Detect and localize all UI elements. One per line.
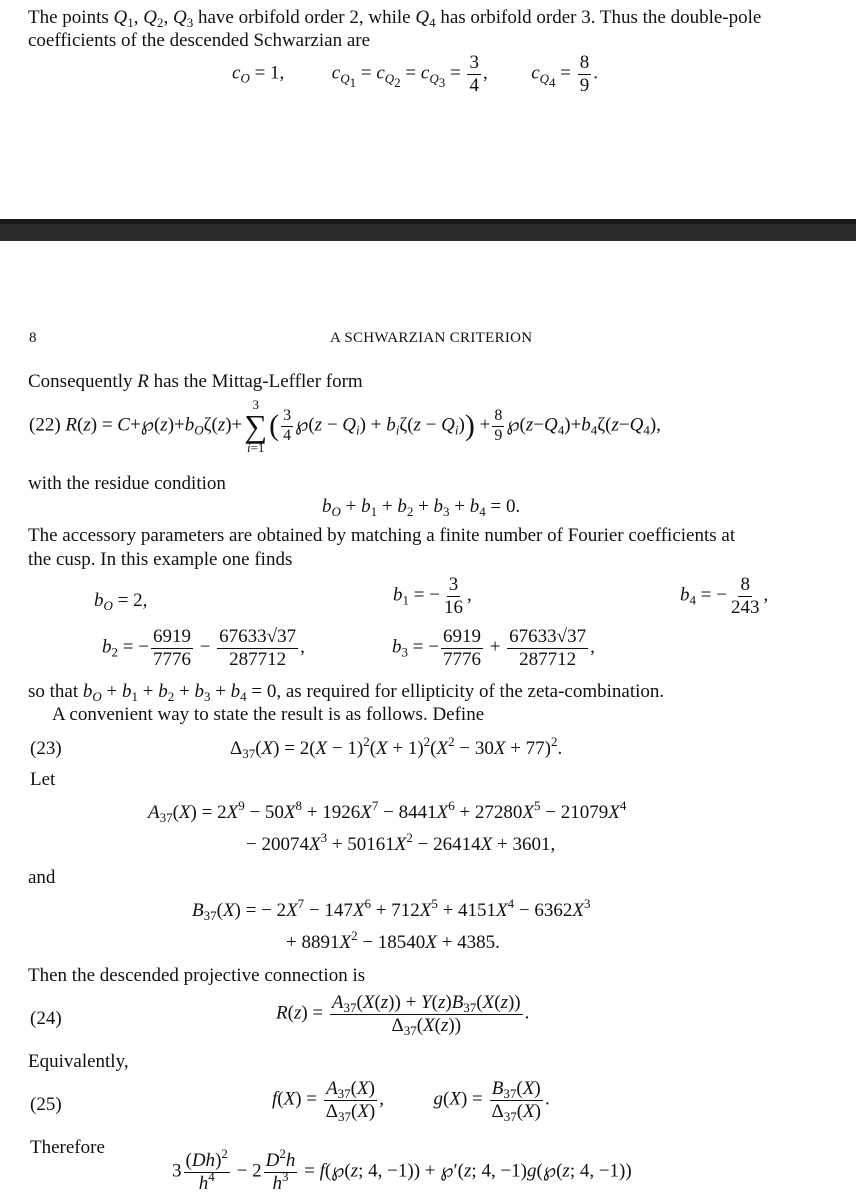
b2-value: $b_2$ = − $\frac{6919}{7776}$ − $\frac{67633√37}{287712}$ ,: [102, 626, 305, 670]
equation-23: $\Delta_{37}(X) = 2(X - 1)^2(X + 1)^2(X^2 - 30X + 77)^2$.: [230, 734, 563, 761]
paragraph-mittag-leffler: Consequently R has the Mittag-Leffler form: [28, 371, 363, 392]
paragraph-residue: with the residue condition: [28, 473, 226, 494]
b1-value: $b_1$ = − $\frac{3}{16}$ ,: [393, 574, 472, 618]
equation-24: R(z) = $\frac{A_{37}(X(z)) + Y(z)B_{37}(X(z))}{\Delta_{37}(X(z))}$ .: [276, 992, 530, 1038]
top-line-2: coefficients of the descended Schwarzian are: [28, 30, 371, 51]
b4-value: $b_4$ = − $\frac{8}{243}$ ,: [680, 574, 769, 618]
b-o-value: $b_O = 2$,: [94, 590, 148, 613]
top-line-1: The points $Q_1$, $Q_2$, $Q_3$ have orbifold order 2, while $Q_4$ has orbifold order 3. Thus the double-pole: [28, 7, 762, 30]
eq24-label: (24): [30, 1008, 62, 1029]
therefore-text: Therefore: [30, 1137, 105, 1158]
equation-25: f(X) = $\frac{A_{37}(X)}{\Delta_{37}(X)}$ , g(X) = $\frac{B_{37}(X)}{\Delta_{37}(X)}$ .: [272, 1078, 550, 1124]
paragraph-projective-connection: Then the descended projective connection is: [28, 965, 366, 986]
running-head: A SCHWARZIAN CRITERION: [330, 330, 533, 346]
B37-line-1: $B_{37}(X)$ = − $2X^7 - 147X^6 + 712X^5 + 4151X^4 - 6362X^3$: [192, 896, 591, 923]
eq22-label: (22): [29, 414, 61, 436]
let-text: Let: [30, 769, 56, 790]
paragraph-accessory-2: the cusp. In this example one finds: [28, 549, 293, 570]
paragraph-accessory-1: The accessory parameters are obtained by matching a finite number of Fourier coefficients at: [28, 525, 736, 546]
eq25-label: (25): [30, 1094, 62, 1115]
paragraph-define: A convenient way to state the result is as follows. Define: [52, 704, 485, 725]
A37-line-2: − $20074X^3 + 50161X^2 - 26414X + 3601$,: [246, 830, 556, 855]
equation-22: (22) $R(z) = C+℘(z)+b_O\zeta(z)+$ 3 ∑ i=1 ( $\frac{3}{4}$ ℘(z − $Q_i) + b_i\zeta(z - Q_i)$) + $\frac{8}{9}$ $℘(z-Q_4)+b_4\zeta(z-Q_4)$,: [29, 397, 661, 455]
equivalently-text: Equivalently,: [28, 1051, 129, 1072]
b3-value: $b_3$ = − $\frac{6919}{7776}$ + $\frac{67633√37}{287712}$ ,: [392, 626, 595, 670]
and-text: and: [28, 867, 56, 888]
B37-line-2: + $8891X^2 - 18540X + 4385$.: [286, 928, 500, 953]
residue-equation: $b_O + b_1 + b_2 + b_3 + b_4 = 0$.: [322, 496, 521, 519]
A37-line-1: $A_{37}(X) = 2X^9 - 50X^8 + 1926X^7 - 8441X^6 + 27280X^5 - 21079X^4$: [148, 798, 627, 825]
final-equation: 3 $\frac{(Dh)^2}{h^4}$ − 2 $\frac{D^2h}{h^3}$ = f(℘(z; 4, −1)) + ℘′(z; 4, −1)g(℘(z; 4, −1)): [172, 1146, 632, 1194]
eq23-label: (23): [30, 738, 62, 759]
c-coefficients-equation: $c_O = 1$, $c_{Q_1} = c_{Q_2} = c_{Q_3}$ = $\frac{3}{4}$ , $c_{Q_4}$ = $\frac{8}{9}$ .: [232, 52, 598, 96]
page-number: 8: [29, 330, 37, 346]
paragraph-ellipticity: so that $b_O + b_1 + b_2 + b_3 + b_4 = 0$, as required for ellipticity of the zeta-combination.: [28, 681, 665, 704]
page-separator-band: [0, 219, 856, 241]
